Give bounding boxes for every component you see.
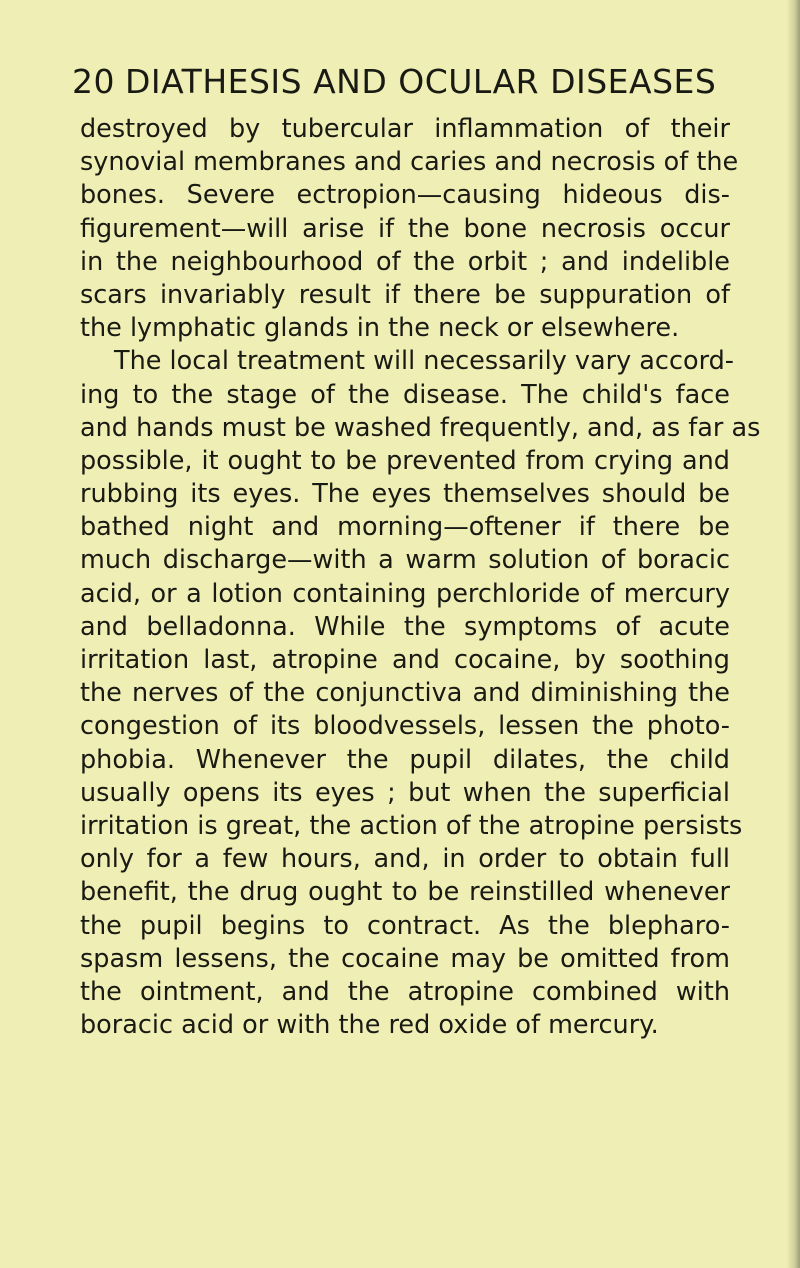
text-line: destroyed by tubercular inflammation of their — [80, 114, 730, 144]
page-edge-shadow — [786, 0, 800, 1268]
text-line: benefit, the drug ought to be reinstilled whenever — [80, 877, 730, 908]
text-line: synovial membranes and caries and necrosis of the — [80, 147, 739, 178]
text-line: figurement—will arise if the bone necrosis occur — [80, 213, 730, 244]
text-line: possible, it ought to be prevented from crying and — [80, 445, 730, 476]
text-line: in the neighbourhood of the orbit ; and indelible — [80, 246, 730, 277]
text-line: and belladonna. While the symptoms of acute — [80, 611, 730, 642]
text-line: congestion of its bloodvessels, lessen the photo- — [80, 711, 730, 742]
body-text — [80, 113, 761, 1042]
text-line: the pupil begins to contract. As the blepharo- — [80, 910, 730, 941]
text-line: usually opens its eyes ; but when the superficial — [80, 777, 730, 808]
text-line: scars invariably result if there be suppuration of — [80, 279, 730, 310]
text-line: and hands must be washed frequently, and, as far as — [80, 412, 761, 443]
text-line: the lymphatic glands in the neck or elsewhere. — [80, 313, 680, 344]
paragraph-start-line: The local treatment will necessarily vary accord- — [114, 346, 734, 377]
text-line: only for a few hours, and, in order to obtain full — [80, 844, 730, 875]
text-line: boracic acid or with the red oxide of mercury. — [80, 1010, 659, 1041]
text-line: irritation last, atropine and cocaine, by soothing — [80, 645, 730, 675]
text-line: the nerves of the conjunctiva and diminishing the — [80, 678, 730, 709]
running-title: DIATHESIS AND OCULAR DISEASES — [125, 62, 717, 101]
text-line: ing to the stage of the disease. The child's face — [80, 379, 730, 410]
text-line: much discharge—with a warm solution of boracic — [80, 545, 730, 576]
text-line: rubbing its eyes. The eyes themselves should be — [80, 479, 730, 510]
text-line: the ointment, and the atropine combined with — [80, 976, 730, 1007]
text-line: irritation is great, the action of the atropine persists — [80, 810, 743, 841]
page-number: 20 — [72, 62, 115, 101]
text-line: acid, or a lotion containing perchloride of mercury — [80, 578, 730, 609]
text-line: bones. Severe ectropion—causing hideous dis- — [80, 180, 730, 211]
text-line: bathed night and morning—oftener if there be — [80, 512, 730, 543]
text-line: phobia. Whenever the pupil dilates, the child — [80, 744, 730, 775]
running-head — [72, 62, 732, 102]
text-line: spasm lessens, the cocaine may be omitted from — [80, 943, 730, 974]
